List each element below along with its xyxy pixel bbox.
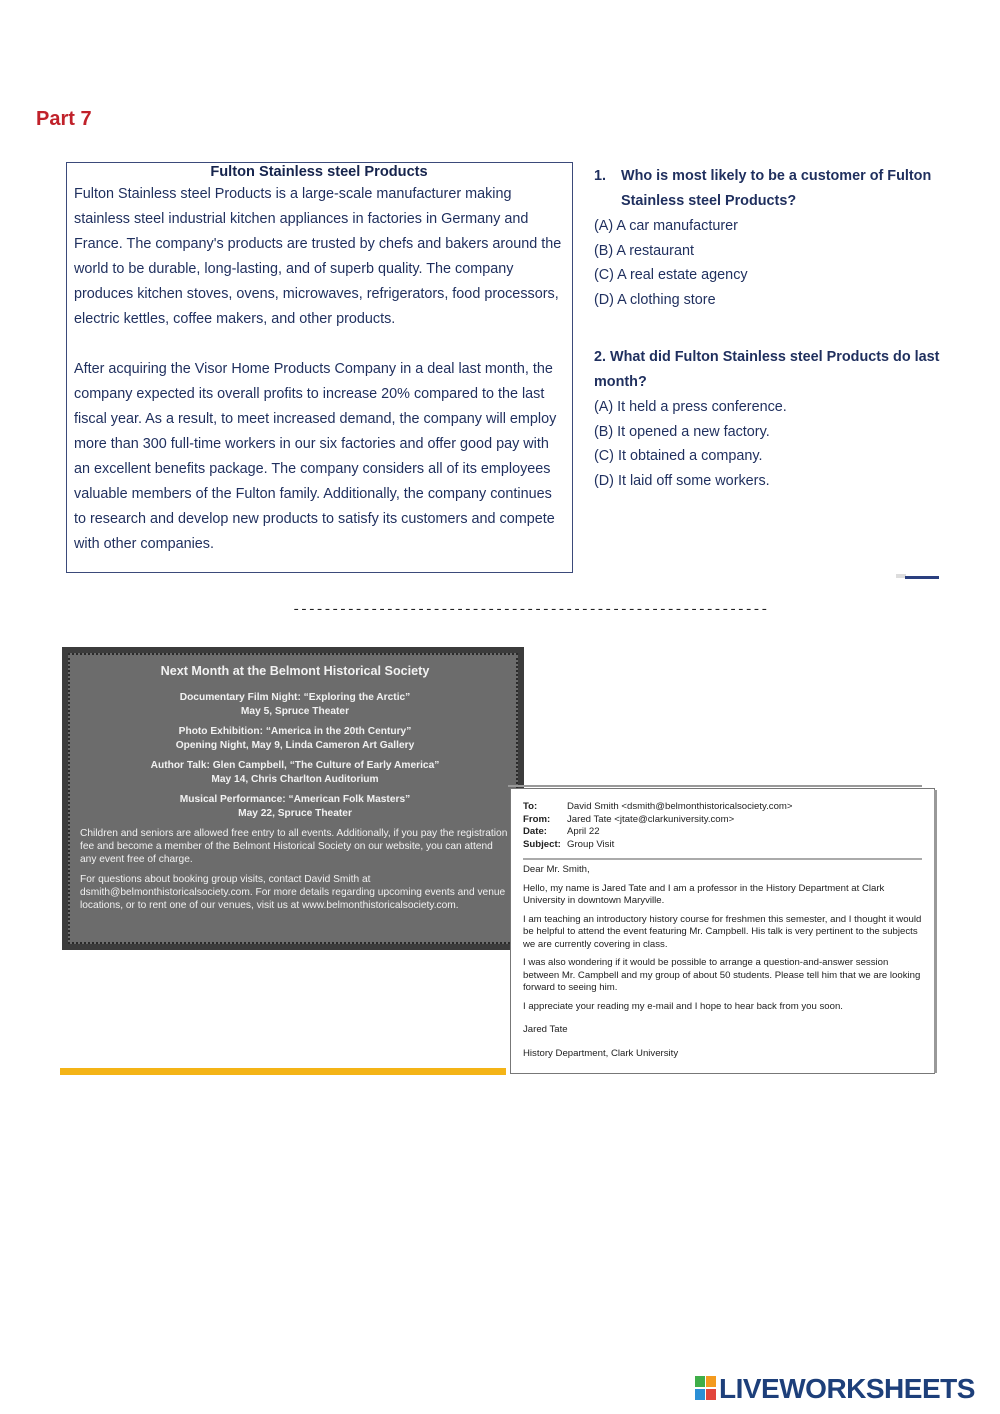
event-details: May 5, Spruce Theater xyxy=(240,705,350,717)
event-details: May 14, Chris Charlton Auditorium xyxy=(211,773,379,785)
liveworksheets-logo xyxy=(695,1373,975,1405)
email-subject-label: Subject: xyxy=(523,838,561,850)
email-date-label: Date: xyxy=(523,826,547,837)
event-details: May 22, Spruce Theater xyxy=(238,807,352,819)
flyer-event xyxy=(80,691,510,718)
article-box xyxy=(66,162,573,573)
event-name: Musical Performance: “American Folk Masters” xyxy=(179,794,411,805)
email-divider xyxy=(523,858,922,860)
article-paragraph-2: After acquiring the Visor Home Products Company in a deal last month, the company expected its overall profits to increase 20% compared to the last fiscal year. As a result, to meet increased demand, the company will employ more than 300 full-time workers in our six factories and offer good pay with an excellent benefits package. The company considers all of its employees valuable members of the Fulton family. Additionally, the company continues to research and develop new products to satisfy its customers and compete with other companies. xyxy=(74,361,557,552)
email-from-label: From: xyxy=(523,813,551,825)
flyer-event xyxy=(80,725,510,752)
section-separator: ------------------------------------------------------------- xyxy=(292,602,768,618)
q1-option-c[interactable]: (C) A real estate agency xyxy=(594,267,748,283)
belmont-flyer xyxy=(62,647,524,950)
email-paragraph-3: I was also wondering if it would be possible to arrange a question-and-answer session between Mr. Campbell and my group of about 50 students. Please tell him that we are looking forward to seeing him. xyxy=(523,957,921,993)
email-date: April 22 xyxy=(567,826,600,837)
event-details: Opening Night, May 9, Linda Cameron Art Gallery xyxy=(175,739,415,751)
event-name: Author Talk: Glen Campbell, “The Culture of Early America” xyxy=(150,760,440,771)
email-shadow xyxy=(508,785,922,787)
flyer-event xyxy=(80,759,510,786)
q1-option-b[interactable]: (B) A restaurant xyxy=(594,242,694,259)
email-to-row xyxy=(523,801,922,814)
article-paragraph-1: Fulton Stainless steel Products is a large-scale manufacturer making stainless steel industrial kitchen appliances in factories in Germany and France. The company's products are trusted by chefs and bakers around the world to be durable, long-lasting, and of superb quality. The company produces kitchen stoves, ovens, microwaves, refrigerators, food processors, electric kettles, coffee makers, and other products. xyxy=(74,186,562,327)
part-title: Part 7 xyxy=(36,108,92,130)
email-message xyxy=(510,788,935,1074)
q2-option-c[interactable]: (C) It obtained a company. xyxy=(594,448,763,464)
email-paragraph-4: I appreciate your reading my e-mail and I hope to hear back from you soon. xyxy=(523,1000,843,1012)
email-to-label: To: xyxy=(523,801,538,812)
flyer-title: Next Month at the Belmont Historical Society xyxy=(160,664,430,678)
q1-option-d[interactable]: (D) A clothing store xyxy=(594,291,716,308)
flyer-note-entry: Children and seniors are allowed free entry to all events. Additionally, if you pay the registration fee and become a member of the Belmont Historical Society on our website, you can attend any event free of charge. xyxy=(80,828,508,865)
email-signature: Jared Tate xyxy=(523,1024,568,1035)
email-greeting: Dear Mr. Smith, xyxy=(523,864,590,875)
question-1 xyxy=(594,164,944,214)
liveworksheets-icon xyxy=(695,1376,717,1402)
flyer-event xyxy=(80,793,510,820)
flyer-content xyxy=(80,663,510,912)
q2-option-d[interactable]: (D) It laid off some workers. xyxy=(594,472,770,489)
questions-panel xyxy=(594,164,944,493)
yellow-accent-bar xyxy=(60,1068,506,1075)
email-from: Jared Tate <jtate@clarkuniversity.com> xyxy=(567,813,735,825)
liveworksheets-wordmark: LIVEWORKSHEETS xyxy=(719,1373,975,1404)
email-subject-row xyxy=(523,839,922,852)
question-2-text: 2. What did Fulton Stainless steel Products do last month? xyxy=(594,349,940,390)
event-name: Photo Exhibition: “America in the 20th Century” xyxy=(178,726,412,737)
article-title: Fulton Stainless steel Products xyxy=(210,164,428,180)
flyer-note-contact: For questions about booking group visits, contact David Smith at dsmith@belmonthistoricalsociety.com. For more details regarding upcoming events and venue locations, or to rent one of our venues, visit us at www.belmonthistoricalsociety.com. xyxy=(80,874,506,911)
email-paragraph-2: I am teaching an introductory history course for freshmen this semester, and I thought it would be helpful to attend the event featuring Mr. Campbell. His talk is very pertinent to the subjects we are currently covering in class. xyxy=(523,913,922,950)
q2-option-b[interactable]: (B) It opened a new factory. xyxy=(594,423,770,440)
email-paragraph-1: Hello, my name is Jared Tate and I am a professor in the History Department at Clark University in downtown Maryville. xyxy=(523,882,885,906)
email-subject: Group Visit xyxy=(567,838,615,850)
email-date-row xyxy=(523,826,922,839)
email-from-row xyxy=(523,814,922,827)
q1-option-a[interactable]: (A) A car manufacturer xyxy=(594,218,738,234)
event-name: Documentary Film Night: “Exploring the Arctic” xyxy=(179,692,411,703)
question-1-number: 1. xyxy=(594,168,607,184)
decorative-underline xyxy=(905,576,939,579)
email-to: David Smith <dsmith@belmonthistoricalsociety.com> xyxy=(567,801,793,812)
q2-option-a[interactable]: (A) It held a press conference. xyxy=(594,399,787,415)
email-affiliation: History Department, Clark University xyxy=(523,1047,679,1059)
question-1-text: Who is most likely to be a customer of Fulton Stainless steel Products? xyxy=(621,168,932,209)
email-edge xyxy=(934,790,937,1073)
